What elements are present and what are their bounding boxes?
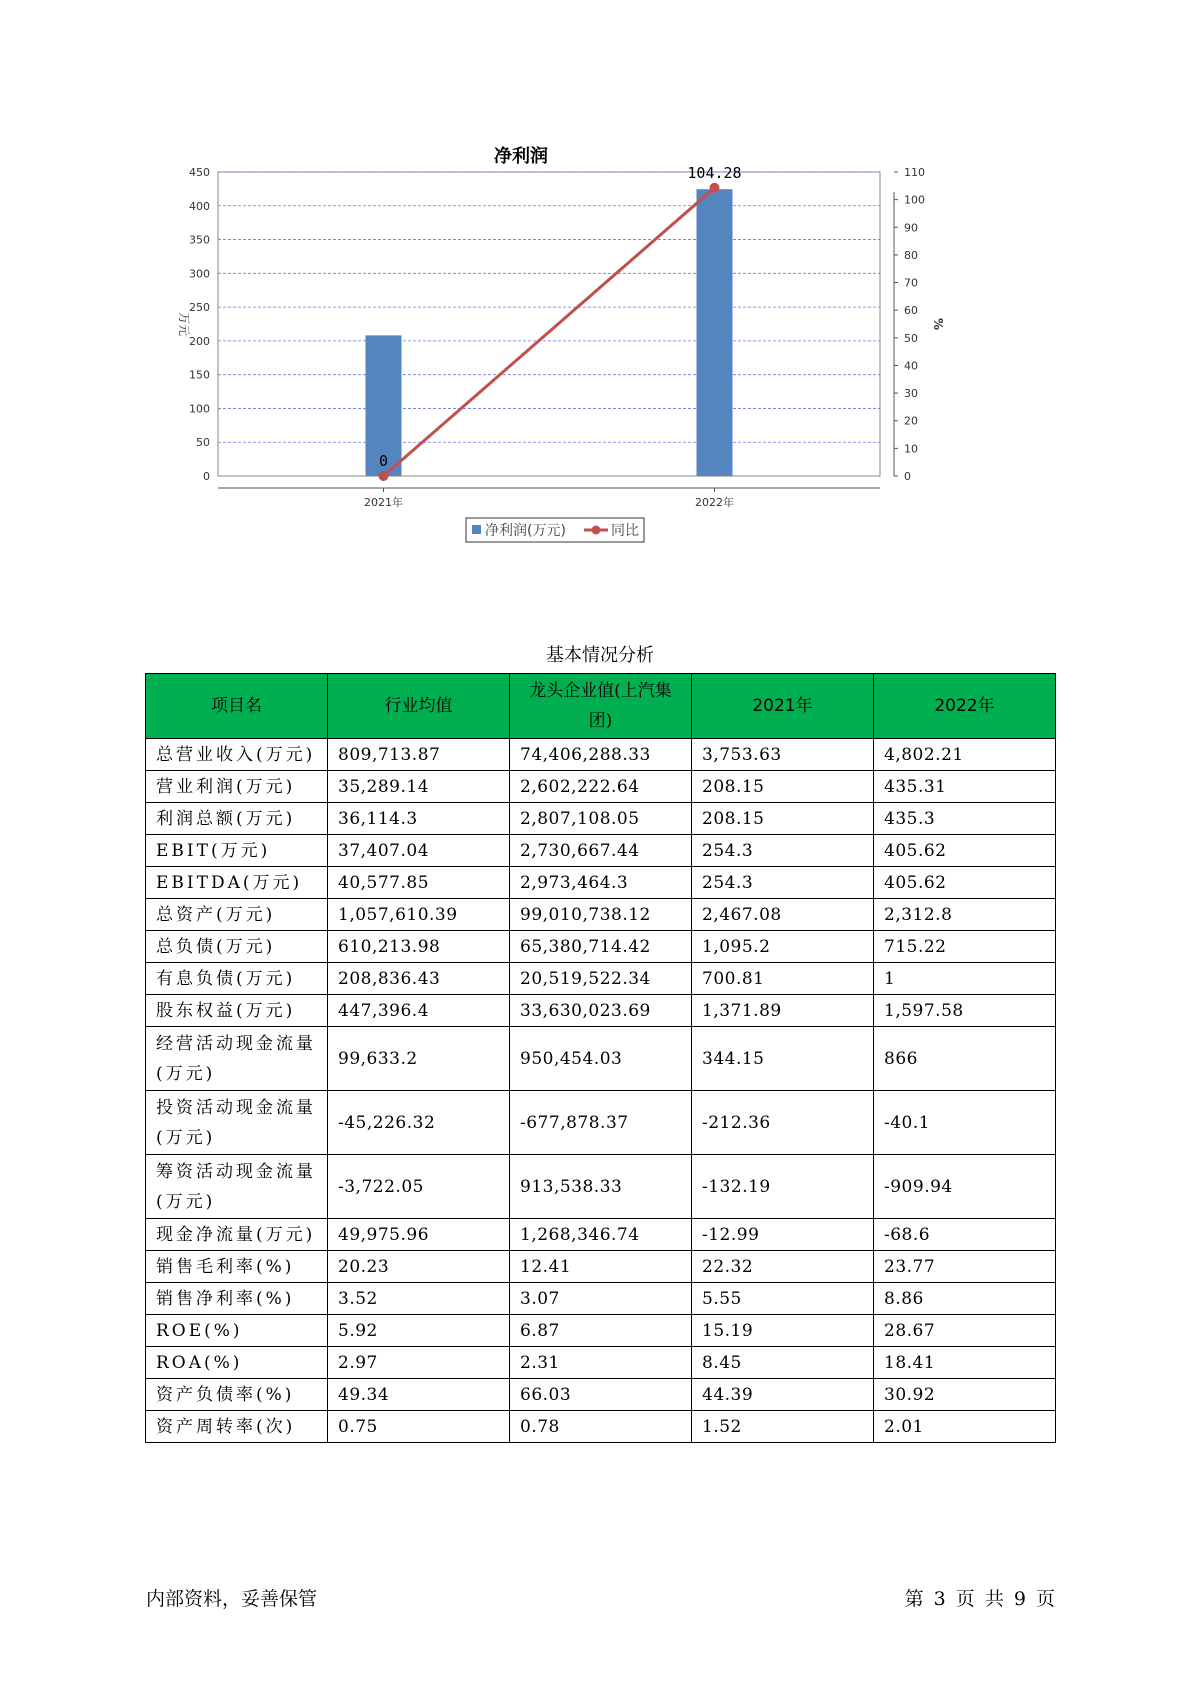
table-cell: 2,807,108.05 xyxy=(510,803,692,835)
row-label: 总资产(万元) xyxy=(146,899,328,931)
x-tick-label: 2021年 xyxy=(364,496,403,509)
table-cell: 2,730,667.44 xyxy=(510,835,692,867)
table-row xyxy=(146,1091,1056,1155)
table-cell: 37,407.04 xyxy=(328,835,510,867)
table-cell: 610,213.98 xyxy=(328,931,510,963)
row-label: 筹资活动现金流量(万元) xyxy=(146,1155,328,1219)
table-cell: 1,597.58 xyxy=(874,995,1056,1027)
y-tick-label: 100 xyxy=(189,402,210,416)
page-number: 第 3 页 共 9 页 xyxy=(904,1588,1055,1610)
basic-analysis-table xyxy=(145,673,1056,1443)
table-cell: 3.52 xyxy=(328,1283,510,1315)
header-industry-avg: 行业均值 xyxy=(328,674,510,739)
table-row xyxy=(146,1411,1056,1443)
y-tick-label: 450 xyxy=(189,166,210,179)
table-cell: 8.86 xyxy=(874,1283,1056,1315)
y-right-tick-label: 100 xyxy=(904,193,925,207)
table-cell: 2.97 xyxy=(328,1347,510,1379)
table-cell: 0.78 xyxy=(510,1411,692,1443)
row-label: 现金净流量(万元) xyxy=(146,1219,328,1251)
row-label: 投资活动现金流量(万元) xyxy=(146,1091,328,1155)
table-cell: 1,268,346.74 xyxy=(510,1219,692,1251)
table-cell: 4,802.21 xyxy=(874,739,1056,771)
table-row xyxy=(146,1283,1056,1315)
table-row xyxy=(146,1347,1056,1379)
table-cell: 1 xyxy=(874,963,1056,995)
table-cell: 5.55 xyxy=(692,1283,874,1315)
table-row xyxy=(146,1379,1056,1411)
x-tick-label: 2022年 xyxy=(695,496,734,509)
row-label: ROE(%) xyxy=(146,1315,328,1347)
row-label: 总营业收入(万元) xyxy=(146,739,328,771)
table-cell: 2.01 xyxy=(874,1411,1056,1443)
y-right-tick-label: 20 xyxy=(904,414,918,428)
y-right-tick-label: 10 xyxy=(904,442,918,456)
table-cell: 866 xyxy=(874,1027,1056,1091)
table-cell: -909.94 xyxy=(874,1155,1056,1219)
table-cell: 1.52 xyxy=(692,1411,874,1443)
table-cell: 913,538.33 xyxy=(510,1155,692,1219)
net-profit-chart xyxy=(150,130,1030,610)
table-cell: 208,836.43 xyxy=(328,963,510,995)
table-cell: 15.19 xyxy=(692,1315,874,1347)
legend-line-label: 同比 xyxy=(611,523,639,539)
confidential-note: 内部资料，妥善保管 xyxy=(146,1588,318,1610)
table-cell: 254.3 xyxy=(692,835,874,867)
table-cell: 1,057,610.39 xyxy=(328,899,510,931)
y-tick-label: 400 xyxy=(189,199,210,213)
table-cell: 0.75 xyxy=(328,1411,510,1443)
table-cell: 2,602,222.64 xyxy=(510,771,692,803)
table-cell: -132.19 xyxy=(692,1155,874,1219)
y-right-tick-label: 90 xyxy=(904,221,918,235)
table-cell: 30.92 xyxy=(874,1379,1056,1411)
header-2022: 2022年 xyxy=(874,674,1056,739)
table-cell: 8.45 xyxy=(692,1347,874,1379)
row-label: 资产周转率(次) xyxy=(146,1411,328,1443)
chart-canvas xyxy=(150,130,1030,610)
table-cell: 49,975.96 xyxy=(328,1219,510,1251)
y-tick-label: 350 xyxy=(189,233,210,247)
table-cell: 49.34 xyxy=(328,1379,510,1411)
table-cell: 35,289.14 xyxy=(328,771,510,803)
table-cell: 33,630,023.69 xyxy=(510,995,692,1027)
table-cell: 254.3 xyxy=(692,867,874,899)
row-label: 总负债(万元) xyxy=(146,931,328,963)
chart-title: 净利润 xyxy=(494,146,548,167)
table-cell: 809,713.87 xyxy=(328,739,510,771)
table-cell: -677,878.37 xyxy=(510,1091,692,1155)
table-caption: 基本情况分析 xyxy=(546,645,654,666)
plot-frame xyxy=(218,172,880,476)
table-cell: 18.41 xyxy=(874,1347,1056,1379)
table-row xyxy=(146,931,1056,963)
table-cell: 99,010,738.12 xyxy=(510,899,692,931)
table-cell: 44.39 xyxy=(692,1379,874,1411)
table-cell: 23.77 xyxy=(874,1251,1056,1283)
table-row xyxy=(146,835,1056,867)
table-cell: 1,371.89 xyxy=(692,995,874,1027)
table-row xyxy=(146,899,1056,931)
table-cell: 700.81 xyxy=(692,963,874,995)
table-cell: 405.62 xyxy=(874,835,1056,867)
row-label: EBITDA(万元) xyxy=(146,867,328,899)
legend-bar-swatch xyxy=(472,525,481,534)
table-cell: 715.22 xyxy=(874,931,1056,963)
row-label: ROA(%) xyxy=(146,1347,328,1379)
table-cell: 1,095.2 xyxy=(692,931,874,963)
table-cell: 2,312.8 xyxy=(874,899,1056,931)
y-right-tick-label: 110 xyxy=(904,166,925,179)
table-cell: 5.92 xyxy=(328,1315,510,1347)
row-label: 股东权益(万元) xyxy=(146,995,328,1027)
table-cell: 950,454.03 xyxy=(510,1027,692,1091)
table-row xyxy=(146,1027,1056,1091)
table-row xyxy=(146,963,1056,995)
table-cell: 2.31 xyxy=(510,1347,692,1379)
y-right-tick-label: 0 xyxy=(904,470,911,483)
line-yoy xyxy=(384,188,715,476)
table-cell: -68.6 xyxy=(874,1219,1056,1251)
table-cell: 20.23 xyxy=(328,1251,510,1283)
table-cell: 344.15 xyxy=(692,1027,874,1091)
y-tick-label: 300 xyxy=(189,267,210,281)
table-cell: 22.32 xyxy=(692,1251,874,1283)
header-item-name: 项目名 xyxy=(146,674,328,739)
table-row xyxy=(146,1315,1056,1347)
row-label: 有息负债(万元) xyxy=(146,963,328,995)
y-right-tick-label: 60 xyxy=(904,304,918,318)
y-right-tick-label: 80 xyxy=(904,248,918,262)
row-label: 利润总额(万元) xyxy=(146,803,328,835)
table-cell: 20,519,522.34 xyxy=(510,963,692,995)
table-cell: 74,406,288.33 xyxy=(510,739,692,771)
table-cell: 2,973,464.3 xyxy=(510,867,692,899)
table-row xyxy=(146,1155,1056,1219)
table-cell: 36,114.3 xyxy=(328,803,510,835)
y-right-tick-label: 70 xyxy=(904,276,918,290)
y-right-tick-label: 50 xyxy=(904,331,918,345)
y-tick-label: 200 xyxy=(189,334,210,348)
y-tick-label: 0 xyxy=(203,470,210,483)
table-row xyxy=(146,867,1056,899)
table-cell: 208.15 xyxy=(692,803,874,835)
row-label: 营业利润(万元) xyxy=(146,771,328,803)
table-row xyxy=(146,1219,1056,1251)
y-tick-label: 50 xyxy=(196,436,210,450)
table-row xyxy=(146,995,1056,1027)
table-cell: 99,633.2 xyxy=(328,1027,510,1091)
table-cell: 435.3 xyxy=(874,803,1056,835)
header-2021: 2021年 xyxy=(692,674,874,739)
table-cell: -45,226.32 xyxy=(328,1091,510,1155)
table-header-row xyxy=(146,674,1056,739)
table-cell: -12.99 xyxy=(692,1219,874,1251)
table-cell: -3,722.05 xyxy=(328,1155,510,1219)
row-label: 经营活动现金流量(万元) xyxy=(146,1027,328,1091)
table-cell: 40,577.85 xyxy=(328,867,510,899)
table-cell: 208.15 xyxy=(692,771,874,803)
row-label: 销售净利率(%) xyxy=(146,1283,328,1315)
legend-bar-label: 净利润(万元) xyxy=(485,523,566,539)
point-yoy xyxy=(710,183,720,193)
table-cell: 405.62 xyxy=(874,867,1056,899)
table-row xyxy=(146,739,1056,771)
table-cell: 12.41 xyxy=(510,1251,692,1283)
row-label: EBIT(万元) xyxy=(146,835,328,867)
table-cell: 447,396.4 xyxy=(328,995,510,1027)
table-cell: 3,753.63 xyxy=(692,739,874,771)
y-tick-label: 250 xyxy=(189,301,210,315)
y-axis-label: 万元 xyxy=(177,311,191,337)
legend-line-marker xyxy=(592,526,601,535)
row-label: 销售毛利率(%) xyxy=(146,1251,328,1283)
table-cell: 2,467.08 xyxy=(692,899,874,931)
y-right-axis-label: % xyxy=(931,317,945,331)
table-cell: 435.31 xyxy=(874,771,1056,803)
data-label-yoy: 104.28 xyxy=(687,163,742,182)
y-tick-label: 150 xyxy=(189,368,210,382)
point-yoy xyxy=(379,471,389,481)
y-right-tick-label: 30 xyxy=(904,387,918,401)
header-leader-value: 龙头企业值(上汽集团) xyxy=(510,674,692,739)
table-cell: 66.03 xyxy=(510,1379,692,1411)
y-right-tick-label: 40 xyxy=(904,359,918,373)
table-row xyxy=(146,803,1056,835)
table-cell: 3.07 xyxy=(510,1283,692,1315)
table-cell: -212.36 xyxy=(692,1091,874,1155)
table-cell: 65,380,714.42 xyxy=(510,931,692,963)
table-row xyxy=(146,771,1056,803)
row-label: 资产负债率(%) xyxy=(146,1379,328,1411)
table-cell: -40.1 xyxy=(874,1091,1056,1155)
bar-net-profit xyxy=(697,189,733,476)
table-row xyxy=(146,1251,1056,1283)
table-cell: 28.67 xyxy=(874,1315,1056,1347)
table-cell: 6.87 xyxy=(510,1315,692,1347)
data-label-yoy: 0 xyxy=(378,452,389,470)
